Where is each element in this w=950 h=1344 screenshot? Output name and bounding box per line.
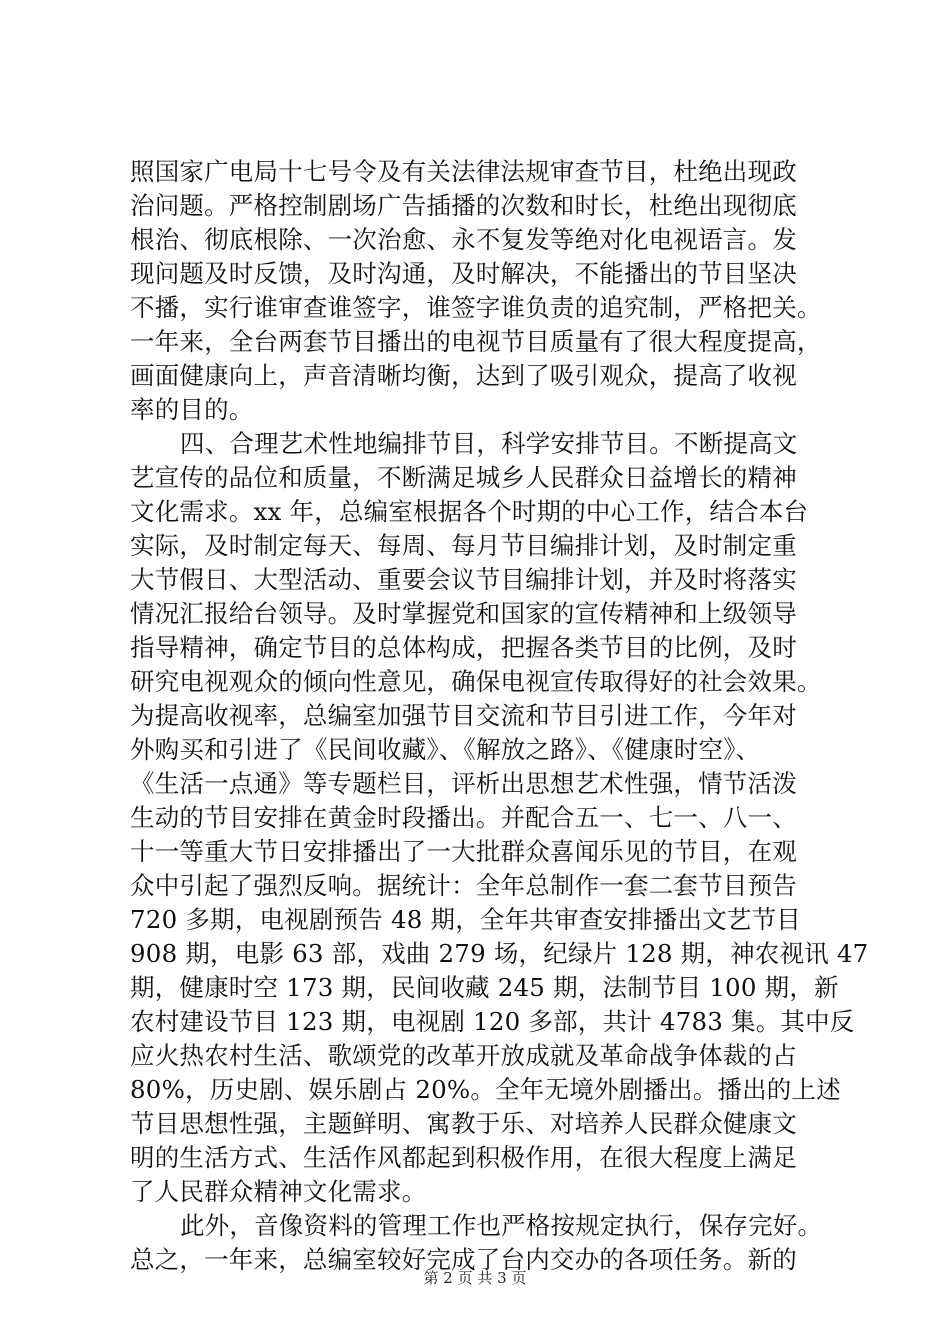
text-line: 80%，历史剧、娱乐剧占 20%。全年无境外剧播出。播出的上述: [130, 1075, 841, 1104]
text-line: 农村建设节目 123 期，电视剧 120 多部，共计 4783 集。其中反: [130, 1007, 855, 1036]
text-line: 率的目的。: [130, 395, 254, 424]
text-line: 不播，实行谁审查谁签字，谁签字谁负责的追究制，严格把关。: [130, 293, 822, 322]
text-line: 节目思想性强，主题鲜明、寓教于乐、对培养人民群众健康文: [130, 1109, 797, 1138]
text-line: 了人民群众精神文化需求。: [130, 1177, 427, 1206]
text-line: 根治、彻底根除、一次治愈、永不复发等绝对化电视语言。发: [130, 225, 797, 254]
paragraph-start-line: 此外，音像资料的管理工作也严格按规定执行，保存完好。: [180, 1211, 823, 1240]
text-line: 一年来，全台两套节目播出的电视节目质量有了很大程度提高，: [130, 327, 822, 356]
text-line: 众中引起了强烈反响。据统计：全年总制作一套二套节目预告: [130, 871, 797, 900]
text-line: 为提高收视率，总编室加强节目交流和节目引进工作，今年对: [130, 701, 797, 730]
text-line: 治问题。严格控制剧场广告插播的次数和时长，杜绝出现彻底: [130, 191, 797, 220]
text-line: 画面健康向上，声音清晰均衡，达到了吸引观众，提高了收视: [130, 361, 797, 390]
text-line: 十一等重大节日安排播出了一大批群众喜闻乐见的节目，在观: [130, 837, 797, 866]
text-line: 期，健康时空 173 期，民间收藏 245 期，法制节目 100 期，新: [130, 973, 839, 1002]
text-line: 外购买和引进了《民间收藏》、《解放之路》、《健康时空》、: [130, 735, 761, 764]
text-line: 文化需求。xx 年，总编室根据各个时期的中心工作，结合本台: [130, 497, 809, 526]
text-line: 720 多期，电视剧预告 48 期，全年共审查安排播出文艺节目: [130, 905, 801, 934]
text-line: 现问题及时反馈，及时沟通，及时解决，不能播出的节目坚决: [130, 259, 797, 288]
text-line: 艺宣传的品位和质量，不断满足城乡人民群众日益增长的精神: [130, 463, 797, 492]
text-line: 《生活一点通》等专题栏目，评析出思想艺术性强，情节活泼: [130, 769, 797, 798]
text-line: 应火热农村生活、歌颂党的改革开放成就及革命战争体裁的占: [130, 1041, 797, 1070]
text-line: 研究电视观众的倾向性意见，确保电视宣传取得好的社会效果。: [130, 667, 822, 696]
page-number-footer: 第 2 页 共 3 页: [423, 1269, 527, 1287]
text-line: 生动的节目安排在黄金时段播出。并配合五一、七一、八一、: [130, 803, 797, 832]
text-line: 照国家广电局十七号令及有关法律法规审查节目，杜绝出现政: [130, 157, 797, 186]
text-line: 908 期，电影 63 部，戏曲 279 场，纪绿片 128 期，神农视讯 47: [130, 939, 869, 968]
text-line: 明的生活方式、生活作风都起到积极作用，在很大程度上满足: [130, 1143, 797, 1172]
text-line: 情况汇报给台领导。及时掌握党和国家的宣传精神和上级领导: [130, 599, 797, 628]
paragraph-start-line: 四、合理艺术性地编排节目，科学安排节目。不断提高文: [180, 429, 798, 458]
body-text: [130, 155, 869, 1277]
text-line: 指导精神，确定节目的总体构成，把握各类节目的比例，及时: [130, 633, 797, 662]
text-line: 总之，一年来，总编室较好完成了台内交办的各项任务。新的: [130, 1245, 797, 1274]
text-line: 大节假日、大型活动、重要会议节目编排计划，并及时将落实: [130, 565, 797, 594]
text-line: 实际，及时制定每天、每周、每月节目编排计划，及时制定重: [130, 531, 797, 560]
